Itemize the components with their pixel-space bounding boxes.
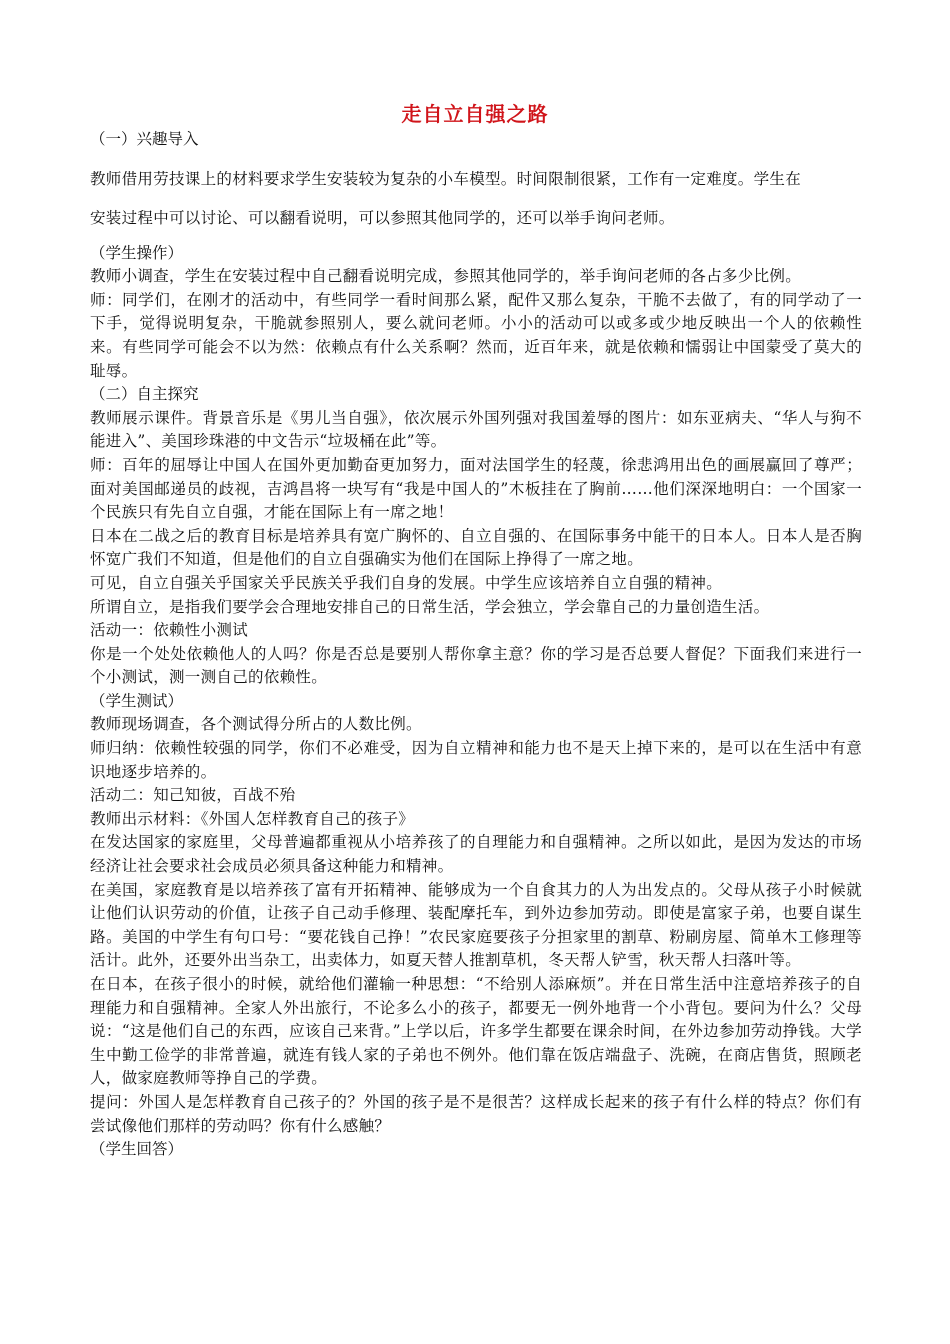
paragraph: 在发达国家的家庭里，父母普遍都重视从小培养孩了的自理能力和自强精神。之所以如此，是因为发达的市场经济让社会要求社会成员必须具备这种能力和精神。 [90,833,862,876]
paragraph: 教师展示课件。背景音乐是《男儿当自强》，依次展示外国列强对我国羞辱的图片：如东亚病夫、“华人与狗不能进入”、美国珍珠港的中文告示“垃圾桶在此”等。 [90,408,862,451]
paragraph: 师：百年的屈辱让中国人在国外更加勤奋更加努力，面对法国学生的轻蔑，徐悲鸿用出色的画展赢回了尊严；面对美国邮递员的歧视，吉鸿昌将一块写有“我是中国人的”木板挂在了胸前……他们深深地明白：一个国家一个民族只有先自立自强，才能在国际上有一席之地！ [90,455,862,522]
stage-note: （学生操作） [90,243,184,262]
paragraph: 师归纳：依赖性较强的同学，你们不必难受，因为自立精神和能力也不是天上掉下来的，是可以在生活中有意识地逐步培养的。 [90,739,862,781]
activity-heading: 活动一：依赖性小测试 [90,621,249,640]
paragraph: 安装过程中可以讨论、可以翻看说明，可以参照其他同学的，还可以举手询问老师。 [90,208,675,227]
paragraph: 可见，自立自强关乎国家关乎民族关乎我们自身的发展。中学生应该培养自立自强的精神。 [90,573,723,592]
stage-note: （学生测试） [90,691,184,710]
paragraph: 教师现场调查，各个测试得分所占的人数比例。 [90,715,422,734]
paragraph: 日本在二战之后的教育目标是培养具有宽广胸怀的、自立自强的、在国际事务中能干的日本人。日本人是否胸怀宽广我们不知道，但是他们的自立自强确实为他们在国际上挣得了一席之地。 [90,526,862,569]
paragraph: 提问：外国人是怎样教育自己孩子的？外国的孩子是不是很苦？这样成长起来的孩子有什么样的特点？你们有尝试像他们那样的劳动吗？你有什么感触？ [90,1092,862,1135]
activity-heading: 活动二：知己知彼，百战不殆 [90,786,296,805]
section-heading: （一）兴趣导入 [90,130,199,148]
document-body [90,128,862,1162]
paragraph: 师：同学们，在刚才的活动中，有些同学一看时间那么紧，配件又那么复杂，干脆不去做了，有的同学动了一下手，觉得说明复杂，干脆就参照别人，要么就问老师。小小的活动可以或多或少地反映出一个人的依赖性来。有些同学可能会不以为然：依赖点有什么关系啊？然而，近百年来，就是依赖和懦弱让中国蒙受了莫大的耻辱。 [90,290,862,380]
paragraph: 所谓自立，是指我们要学会合理地安排自己的日常生活，学会独立，学会靠自己的力量创造生活。 [90,597,770,616]
paragraph: 教师小调查，学生在安装过程中自己翻看说明完成，参照其他同学的，举手询问老师的各占多少比例。 [90,267,802,286]
paragraph: 在日本，在孩子很小的时候，就给他们灌输一种思想：“不给别人添麻烦”。并在日常生活中注意培养孩子的自理能力和自强精神。全家人外出旅行，不论多么小的孩子，都要无一例外地背一个小背包。要问为什么？父母说：“这是他们自己的东西，应该自己来背。”上学以后，许多学生都要在课余时间，在外边参加劳动挣钱。大学生中勤工俭学的非常普遍，就连有钱人家的子弟也不例外。他们靠在饭店端盘子、洗碗，在商店售货，照顾老人，做家庭教师等挣自己的学费。 [90,975,862,1088]
section-heading: （二）自主探究 [90,385,199,404]
paragraph: 教师出示材料：《外国人怎样教育自己的孩子》 [90,809,415,828]
stage-note: （学生回答） [90,1140,184,1159]
document-title: 走自立自强之路 [401,102,549,126]
paragraph: 教师借用劳技课上的材料要求学生安装较为复杂的小车模型。时间限制很紧，工作有一定难度。学生在 [90,169,802,188]
paragraph: 你是一个处处依赖他人的人吗？你是否总是要别人帮你拿主意？你的学习是否总要人督促？下面我们来进行一个小测试，测一测自己的依赖性。 [90,644,862,687]
paragraph: 在美国，家庭教育是以培养孩了富有开拓精神、能够成为一个自食其力的人为出发点的。父母从孩子小时候就让他们认识劳动的价值，让孩子自己动手修理、装配摩托车，到外边参加劳动。即使是富家子弟，也要自谋生路。美国的中学生有句口号：“要花钱自己挣！”农民家庭要孩子分担家里的割草、粉刷房屋、简单木工修理等活计。此外，还要外出当杂工，出卖体力，如夏天替人推割草机，冬天帮人铲雪，秋天帮人扫落叶等。 [90,880,862,970]
